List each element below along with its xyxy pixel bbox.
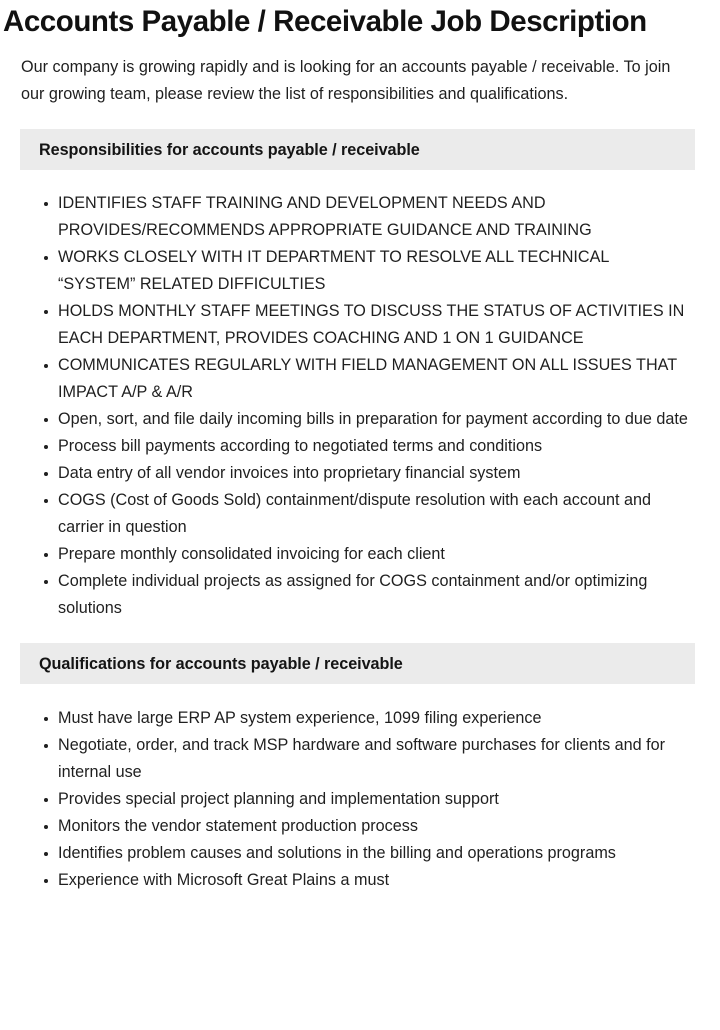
list-item: Open, sort, and file daily incoming bills in preparation for payment according to due date <box>0 406 720 433</box>
list-item: Process bill payments according to negotiated terms and conditions <box>0 433 720 460</box>
intro-paragraph: Our company is growing rapidly and is looking for an accounts payable / receivable. To join our growing team, please review the list of responsibilities and qualifications. <box>21 58 671 103</box>
list-item: Experience with Microsoft Great Plains a must <box>0 867 720 894</box>
list-item: Monitors the vendor statement production process <box>0 813 720 840</box>
responsibilities-list <box>0 190 720 622</box>
page-title: Accounts Payable / Receivable Job Description <box>3 5 647 38</box>
list-item: IDENTIFIES STAFF TRAINING AND DEVELOPMENT NEEDS AND PROVIDES/RECOMMENDS APPROPRIATE GUIDANCE AND TRAINING <box>0 190 720 244</box>
list-item: Must have large ERP AP system experience, 1099 filing experience <box>0 705 720 732</box>
list-item: Negotiate, order, and track MSP hardware and software purchases for clients and for internal use <box>0 732 720 786</box>
section-header-responsibilities <box>20 129 695 170</box>
list-item: WORKS CLOSELY WITH IT DEPARTMENT TO RESOLVE ALL TECHNICAL “SYSTEM” RELATED DIFFICULTIES <box>0 244 720 298</box>
list-item: HOLDS MONTHLY STAFF MEETINGS TO DISCUSS THE STATUS OF ACTIVITIES IN EACH DEPARTMENT, PROVIDES COACHING AND 1 ON 1 GUIDANCE <box>0 298 720 352</box>
list-item: Data entry of all vendor invoices into proprietary financial system <box>0 460 720 487</box>
qualifications-list <box>0 705 720 894</box>
section-heading-label: Responsibilities for accounts payable / receivable <box>39 140 420 159</box>
list-item: COMMUNICATES REGULARLY WITH FIELD MANAGEMENT ON ALL ISSUES THAT IMPACT A/P & A/R <box>0 352 720 406</box>
list-item: Provides special project planning and implementation support <box>0 786 720 813</box>
section-heading-label: Qualifications for accounts payable / receivable <box>39 654 403 673</box>
list-item: Complete individual projects as assigned for COGS containment and/or optimizing solutions <box>0 568 720 622</box>
list-item: Prepare monthly consolidated invoicing for each client <box>0 541 720 568</box>
section-header-qualifications <box>20 643 695 684</box>
list-item: COGS (Cost of Goods Sold) containment/dispute resolution with each account and carrier in question <box>0 487 720 541</box>
list-item: Identifies problem causes and solutions in the billing and operations programs <box>0 840 720 867</box>
